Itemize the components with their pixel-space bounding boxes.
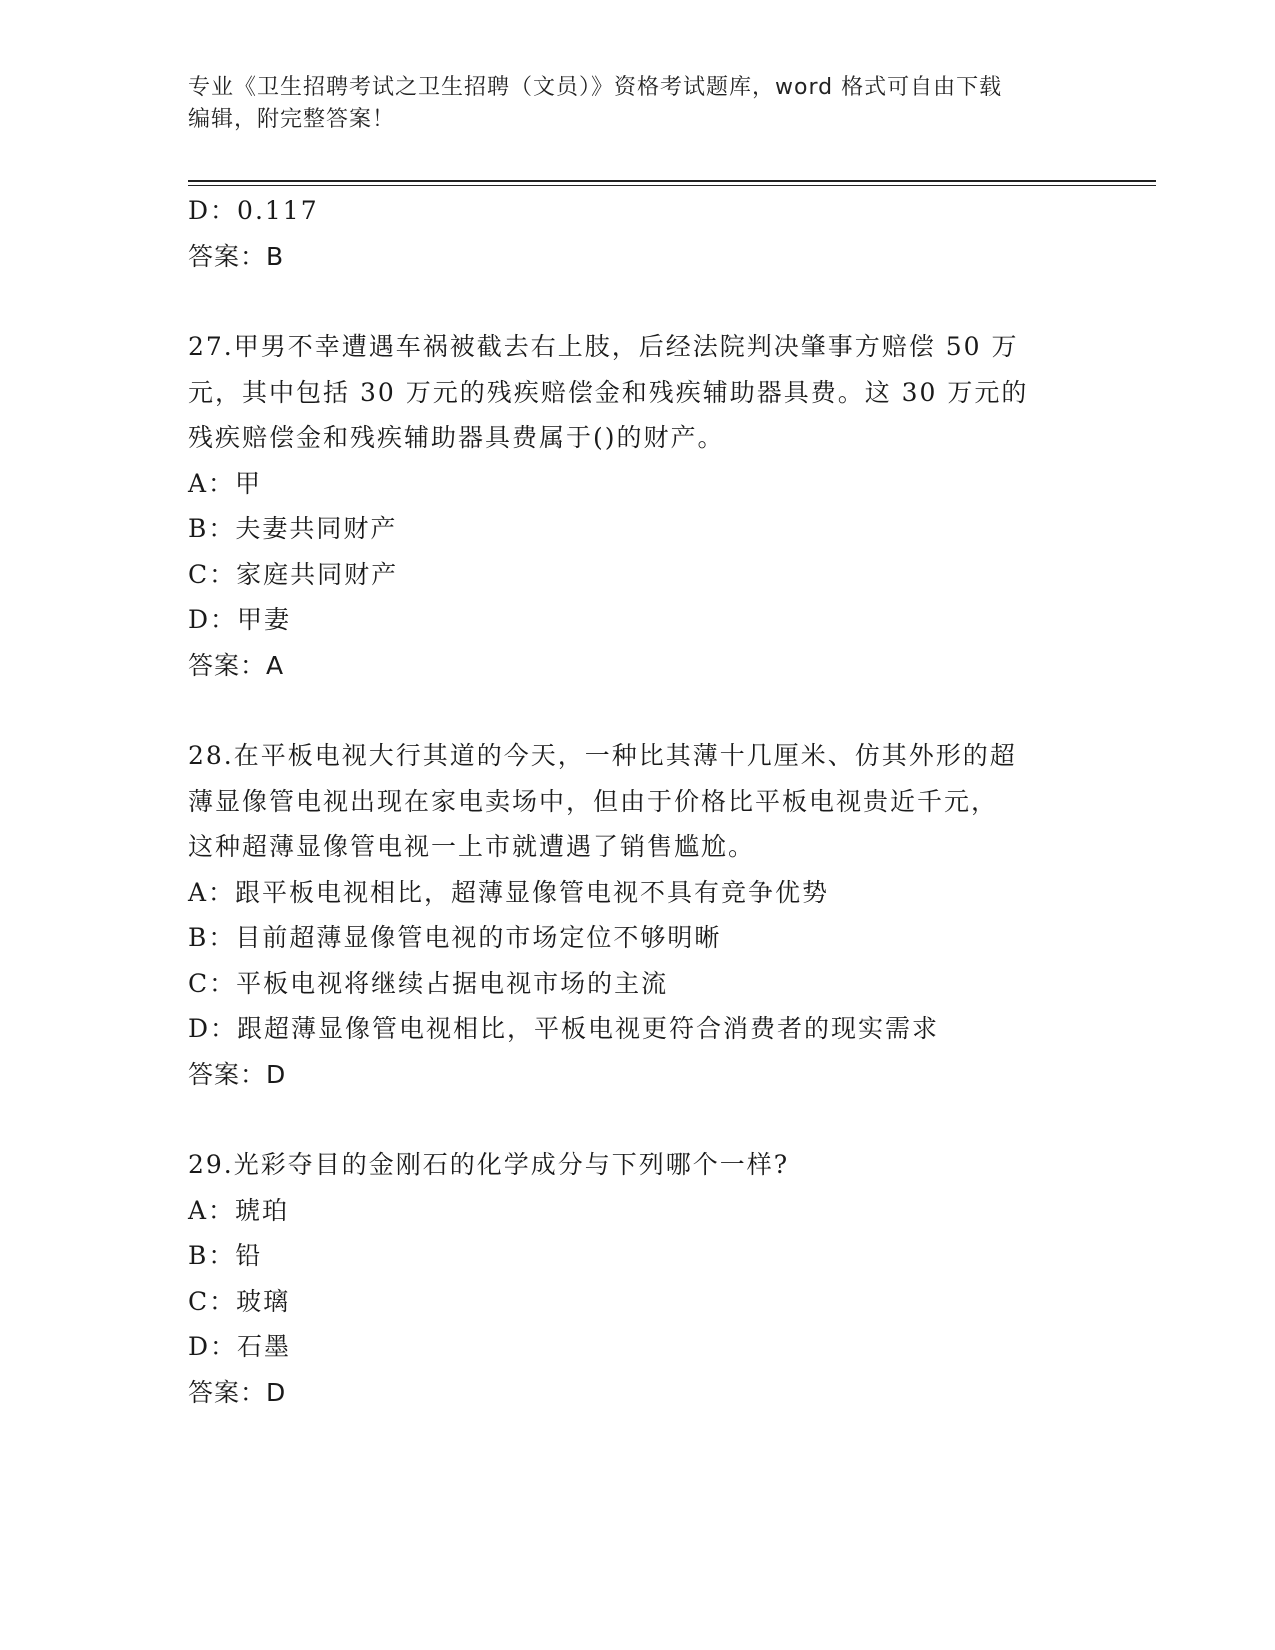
- answer-line: 答案：A: [188, 650, 285, 680]
- question-stem-line: 28.在平板电视大行其道的今天，一种比其薄十几厘米、仿其外形的超: [188, 741, 1017, 770]
- question-27: [188, 324, 1108, 688]
- document-header: [188, 72, 1088, 136]
- option-b: B：夫妻共同财产: [188, 514, 398, 543]
- option-c: C：玻璃: [188, 1286, 291, 1316]
- question-29: [188, 1142, 1108, 1415]
- option-c: C：平板电视将继续占据电视市场的主流: [188, 968, 669, 998]
- header-divider-thin: [188, 185, 1156, 186]
- question-stem-line: 29.光彩夺目的金刚石的化学成分与下列哪个一样?: [188, 1150, 790, 1179]
- answer-line: 答案：D: [188, 1377, 287, 1407]
- option-a: A：跟平板电视相比，超薄显像管电视不具有竞争优势: [188, 877, 830, 907]
- option-d: D：甲妻: [188, 605, 292, 634]
- option-a: A：甲: [188, 468, 263, 498]
- question-stem-line: 残疾赔偿金和残疾辅助器具费属于()的财产。: [188, 423, 725, 452]
- question-stem-line: 27.甲男不幸遭遇车祸被截去右上肢，后经法院判决肇事方赔偿 50 万: [188, 332, 1019, 361]
- header-line-2: 编辑，附完整答案！: [188, 107, 396, 132]
- option-c: C：家庭共同财产: [188, 559, 399, 589]
- option-d: D：0.117: [188, 196, 319, 225]
- answer-line: 答案：D: [188, 1059, 287, 1089]
- option-d: D：跟超薄显像管电视相比，平板电视更符合消费者的现实需求: [188, 1014, 940, 1043]
- option-b: B：目前超薄显像管电视的市场定位不够明晰: [188, 923, 722, 952]
- question-28: [188, 733, 1108, 1097]
- option-b: B：铅: [188, 1241, 263, 1270]
- option-d: D：石墨: [188, 1332, 292, 1361]
- question-content: [188, 188, 1108, 1415]
- previous-question-tail: [188, 188, 1108, 279]
- question-stem-line: 薄显像管电视出现在家电卖场中，但由于价格比平板电视贵近千元，: [188, 786, 999, 816]
- option-a: A：琥珀: [188, 1195, 290, 1225]
- header-divider-thick: [188, 180, 1156, 182]
- question-stem-line: 这种超薄显像管电视一上市就遭遇了销售尴尬。: [188, 832, 756, 861]
- answer-line: 答案：B: [188, 241, 285, 271]
- question-stem-line: 元，其中包括 30 万元的残疾赔偿金和残疾辅助器具费。这 30 万元的: [188, 377, 1029, 407]
- header-line-1: 专业《卫生招聘考试之卫生招聘（文员）》资格考试题库，word 格式可自由下载: [188, 75, 1003, 100]
